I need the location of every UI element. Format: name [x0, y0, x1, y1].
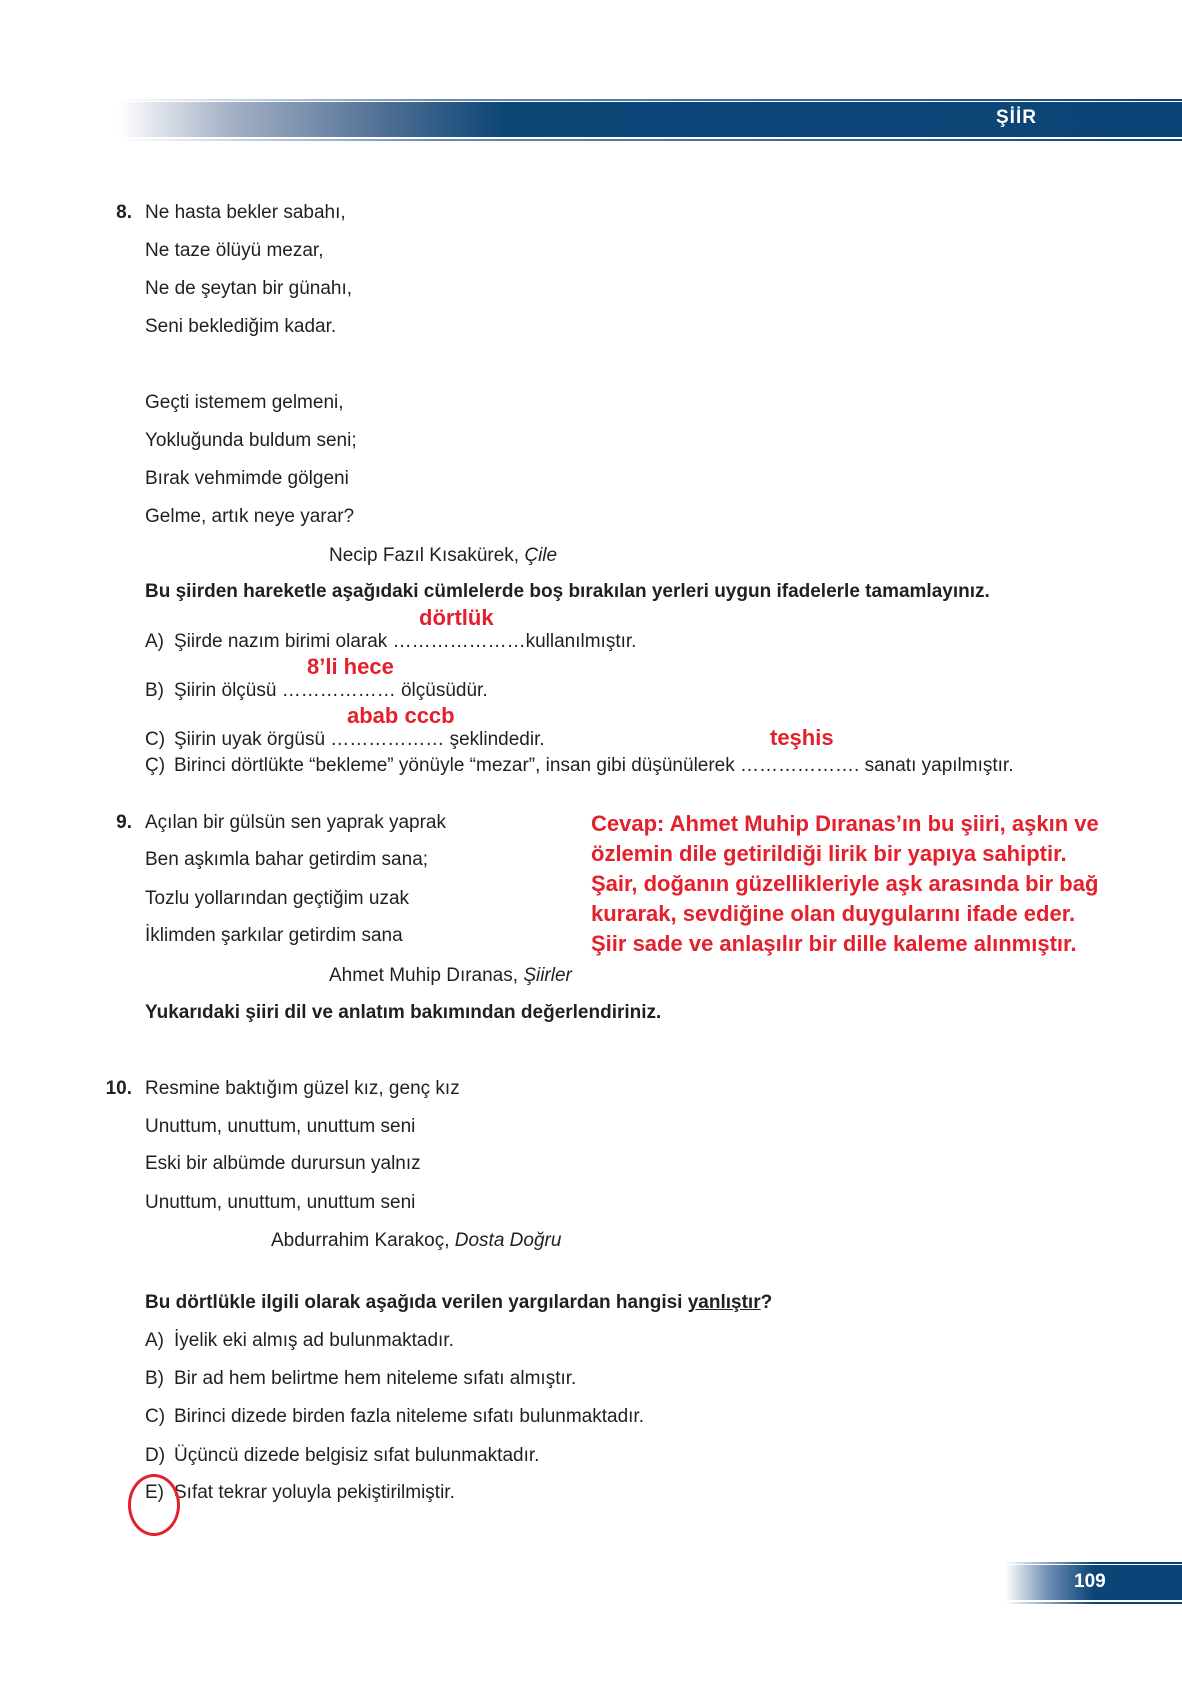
- page-number-rule-bottom: [1005, 1602, 1182, 1604]
- poem-line: Unuttum, unuttum, unuttum seni: [145, 1116, 416, 1137]
- instruction-emphasis: yanlıştır: [687, 1292, 761, 1313]
- poem-source: [329, 546, 557, 567]
- section-title: ŞİİR: [996, 107, 1037, 128]
- answer-line: Şair, doğanın güzellikleriyle aşk arasında bir bağ: [591, 871, 1099, 896]
- poem-line: Bırak vehmimde gölgeni: [145, 468, 349, 489]
- author: Necip Fazıl Kısakürek,: [329, 545, 520, 566]
- poem-line: Yokluğunda buldum seni;: [145, 430, 357, 451]
- option-text: Bir ad hem belirtme hem niteleme sıfatı almıştır.: [174, 1368, 577, 1389]
- option-letter: A): [145, 631, 164, 652]
- question-instruction: [145, 1293, 772, 1314]
- poem-line: Seni beklediğim kadar.: [145, 316, 337, 337]
- page-number: 109: [1074, 1571, 1106, 1592]
- poem-line: Ne taze ölüyü mezar,: [145, 240, 324, 261]
- answer-circle-mark: [128, 1474, 180, 1536]
- option-letter: Ç): [145, 755, 166, 776]
- option-letter: D): [145, 1445, 166, 1466]
- option-letter: A): [145, 1330, 164, 1351]
- question-number: 10.: [105, 1078, 132, 1099]
- option-letter: C): [145, 1406, 166, 1427]
- header-rule-bottom: [118, 139, 1182, 141]
- handwritten-answer: dörtlük: [419, 605, 494, 630]
- poem-line: Tozlu yollarından geçtiğim uzak: [145, 888, 410, 909]
- option-text: Şiirde nazım birimi olarak …………………kullanılmıştır.: [174, 631, 637, 652]
- poem-source: [271, 1231, 561, 1252]
- question-number: 8.: [116, 202, 132, 223]
- answer-line: özlemin dile getirildiği lirik bir yapıya sahiptir.: [591, 841, 1067, 866]
- option-text: Sıfat tekrar yoluyla pekiştirilmiştir.: [174, 1482, 455, 1503]
- question-instruction: Bu şiirden hareketle aşağıdaki cümlelerde boş bırakılan yerleri uygun ifadelerle tamamlayınız.: [145, 581, 990, 602]
- poem-source: [329, 966, 572, 987]
- poem-line: Ne de şeytan bir günahı,: [145, 278, 353, 299]
- poem-line: Gelme, artık neye yarar?: [145, 506, 355, 527]
- question-instruction: Yukarıdaki şiiri dil ve anlatım bakımından değerlendiriniz.: [145, 1002, 662, 1023]
- poem-line: Unuttum, unuttum, unuttum seni: [145, 1192, 416, 1213]
- header-rule-top: [118, 99, 1182, 101]
- author: Abdurrahim Karakoç,: [271, 1230, 450, 1251]
- instruction-text: Bu dörtlükle ilgili olarak aşağıda verilen yargılardan hangisi: [145, 1292, 683, 1313]
- work-title: Çile: [524, 545, 558, 566]
- option-letter: E): [145, 1482, 164, 1503]
- answer-line: Cevap: Ahmet Muhip Dıranas’ın bu şiiri, aşkın ve: [591, 811, 1099, 836]
- handwritten-answer: 8’li hece: [307, 654, 394, 679]
- author: Ahmet Muhip Dıranas,: [329, 965, 519, 986]
- page-number-rule-top: [1005, 1562, 1182, 1564]
- instruction-end: ?: [760, 1292, 773, 1313]
- option-letter: B): [145, 1368, 164, 1389]
- option-text: Üçüncü dizede belgisiz sıfat bulunmaktadır.: [174, 1445, 540, 1466]
- option-text: Şiirin uyak örgüsü ……………… şeklindedir.: [174, 729, 545, 750]
- poem-line: Resmine baktığım güzel kız, genç kız: [145, 1078, 460, 1099]
- poem-line: Geçti istemem gelmeni,: [145, 392, 344, 413]
- work-title: Şiirler: [523, 965, 572, 986]
- poem-line: İklimden şarkılar getirdim sana: [145, 925, 403, 946]
- option-text: Şiirin ölçüsü ……………… ölçüsüdür.: [174, 680, 488, 701]
- option-text: Birinci dizede birden fazla niteleme sıfatı bulunmaktadır.: [174, 1406, 644, 1427]
- poem-line: Ben aşkımla bahar getirdim sana;: [145, 849, 429, 870]
- poem-line: Eski bir albümde durursun yalnız: [145, 1153, 421, 1174]
- poem-line: Ne hasta bekler sabahı,: [145, 202, 346, 223]
- option-text: Birinci dörtlükte “bekleme” yönüyle “mezar”, insan gibi düşünülerek ………………. sanatı yapılmıştır.: [174, 755, 1014, 776]
- option-letter: B): [145, 680, 164, 701]
- handwritten-answer: teşhis: [770, 725, 834, 750]
- handwritten-answer: abab cccb: [347, 703, 455, 728]
- option-letter: C): [145, 729, 166, 750]
- option-text: İyelik eki almış ad bulunmaktadır.: [174, 1330, 454, 1351]
- work-title: Dosta Doğru: [454, 1230, 562, 1251]
- answer-line: Şiir sade ve anlaşılır bir dille kaleme alınmıştır.: [591, 931, 1077, 956]
- question-number: 9.: [116, 812, 132, 833]
- poem-line: Açılan bir gülsün sen yaprak yaprak: [145, 812, 446, 833]
- answer-line: kurarak, sevdiğine olan duygularını ifade eder.: [591, 901, 1076, 926]
